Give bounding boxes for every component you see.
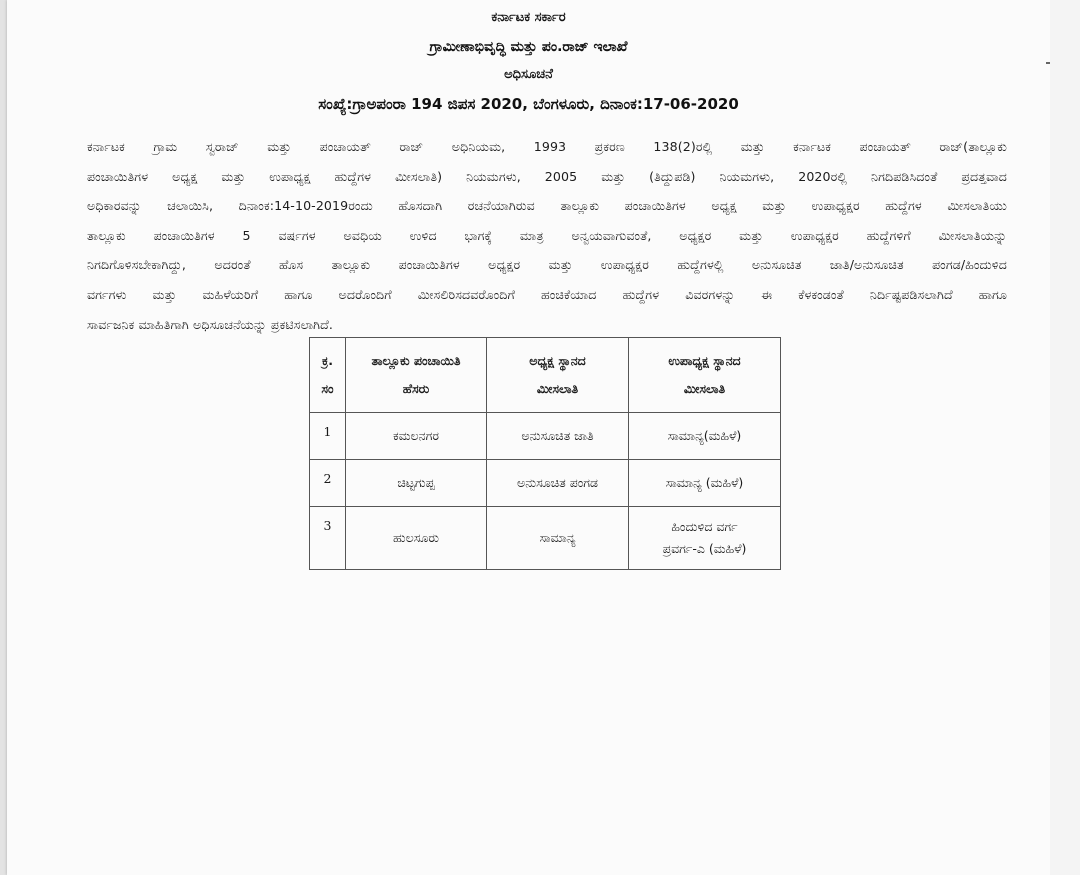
header-president-reservation: ಅಧ್ಯಕ್ಷ ಸ್ಥಾನದ ಮೀಸಲಾತಿ (487, 338, 629, 413)
notification-title: ಅಧಿಸೂಚನೆ (504, 67, 553, 82)
table-row (310, 413, 781, 460)
table-row (310, 507, 781, 570)
table-header-row (310, 338, 781, 413)
document-page (7, 0, 1050, 875)
cell-taluk-name: ಕಮಲನಗರ (346, 413, 487, 460)
cell-president-reservation: ಅನುಸೂಚಿತ ಪಂಗಡ (487, 460, 629, 507)
cell-serial-no: 3 (310, 507, 346, 570)
scroll-marker (1046, 62, 1050, 64)
cell-serial-no: 2 (310, 460, 346, 507)
body-line: ಪಂಚಾಯಿತಿಗಳ ಅಧ್ಯಕ್ಷ ಮತ್ತು ಉಪಾಧ್ಯಕ್ಷ ಹುದ್ದೆಗಳ ಮೀಸಲಾತಿ) ನಿಯಮಗಳು, 2005 ಮತ್ತು (ತಿದ್ದುಪಡಿ) ನಿಯಮಗಳು, 2020ರಲ್ಲಿ ನಿಗದಿಪಡಿಸಿದಂತೆ ಪ್ರದತ್ತವಾದ (87, 168, 1007, 184)
cell-president-reservation: ಸಾಮಾನ್ಯ (487, 507, 629, 570)
notification-reference: ಸಂಖ್ಯೆ:ಗ್ರಾಅಪಂರಾ 194 ಜಿಪಸ 2020, ಬೆಂಗಳೂರು, ದಿನಾಂಕ:17-06-2020 (318, 95, 739, 113)
cell-vice-president-reservation: ಸಾಮಾನ್ಯ(ಮಹಿಳೆ) (629, 413, 781, 460)
body-line: ಕರ್ನಾಟಕ ಗ್ರಾಮ ಸ್ವರಾಜ್ ಮತ್ತು ಪಂಚಾಯತ್ ರಾಜ್ ಅಧಿನಿಯಮ, 1993 ಪ್ರಕರಣ 138(2)ರಲ್ಲಿ ಮತ್ತು ಕರ್ನಾಟಕ ಪಂಚಾಯತ್ ರಾಜ್(ತಾಲ್ಲೂಕು (87, 139, 1007, 154)
body-line: ವರ್ಗಗಳು ಮತ್ತು ಮಹಿಳೆಯರಿಗೆ ಹಾಗೂ ಅದರೊಂದಿಗೆ ಮೀಸಲಿರಿಸದವರೊಂದಿಗೆ ಹಂಚಿಕೆಯಾದ ಹುದ್ದೆಗಳ ವಿವರಗಳನ್ನು ಈ ಕೆಳಕಂಡಂತೆ ನಿರ್ದಿಷ್ಟಪಡಿಸಲಾಗಿದೆ ಹಾಗೂ (87, 286, 1007, 302)
cell-vice-president-reservation: ಹಿಂದುಳಿದ ವರ್ಗ ಪ್ರವರ್ಗ-ಎ (ಮಹಿಳೆ) (629, 507, 781, 570)
reservation-table (309, 337, 781, 570)
notification-body (87, 132, 1007, 339)
header-taluk-name: ತಾಲ್ಲೂಕು ಪಂಚಾಯಿತಿ ಹೆಸರು (346, 338, 487, 413)
cell-vice-president-reservation: ಸಾಮಾನ್ಯ (ಮಹಿಳೆ) (629, 460, 781, 507)
body-line: ಸಾರ್ವಜನಿಕ ಮಾಹಿತಿಗಾಗಿ ಅಧಿಸೂಚನೆಯನ್ನು ಪ್ರಕಟಿಸಲಾಗಿದೆ. (87, 316, 333, 332)
table-row (310, 460, 781, 507)
government-name: ಕರ್ನಾಟಕ ಸರ್ಕಾರ (491, 10, 566, 25)
body-line: ಅಧಿಕಾರವನ್ನು ಚಲಾಯಿಸಿ, ದಿನಾಂಕ:14-10-2019ರಂದು ಹೊಸದಾಗಿ ರಚನೆಯಾಗಿರುವ ತಾಲ್ಲೂಕು ಪಂಚಾಯಿತಿಗಳ ಅಧ್ಯಕ್ಷ ಮತ್ತು ಉಪಾಧ್ಯಕ್ಷರ ಹುದ್ದೆಗಳ ಮೀಸಲಾತಿಯು (87, 198, 1007, 214)
header-vice-president-reservation: ಉಪಾಧ್ಯಕ್ಷ ಸ್ಥಾನದ ಮೀಸಲಾತಿ (629, 338, 781, 413)
cell-serial-no: 1 (310, 413, 346, 460)
department-name: ಗ್ರಾಮೀಣಾಭಿವೃದ್ಧಿ ಮತ್ತು ಪಂ.ರಾಜ್ ಇಲಾಖೆ (429, 39, 628, 55)
header-serial-no: ಕ್ರ. ಸಂ (310, 338, 346, 413)
cell-president-reservation: ಅನುಸೂಚಿತ ಜಾತಿ (487, 413, 629, 460)
cell-taluk-name: ಚಿಟ್ಟಗುಪ್ಪ (346, 460, 487, 507)
body-line: ನಿಗದಿಗೊಳಿಸಬೇಕಾಗಿದ್ದು, ಅದರಂತೆ ಹೊಸ ತಾಲ್ಲೂಕು ಪಂಚಾಯಿತಿಗಳ ಅಧ್ಯಕ್ಷರ ಮತ್ತು ಉಪಾಧ್ಯಕ್ಷರ ಹುದ್ದೆಗಳಲ್ಲಿ ಅನುಸೂಚಿತ ಜಾತಿ/ಅನುಸೂಚಿತ ಪಂಗಡ/ಹಿಂದುಳಿದ (87, 257, 1007, 273)
cell-taluk-name: ಹುಲಸೂರು (346, 507, 487, 570)
viewer-background (1050, 0, 1080, 875)
body-line: ತಾಲ್ಲೂಕು ಪಂಚಾಯಿತಿಗಳ 5 ವರ್ಷಗಳ ಅವಧಿಯ ಉಳಿದ ಭಾಗಕ್ಕೆ ಮಾತ್ರ ಅನ್ವಯವಾಗುವಂತೆ, ಅಧ್ಯಕ್ಷರ ಮತ್ತು ಉಪಾಧ್ಯಕ್ಷರ ಹುದ್ದೆಗಳಿಗೆ ಮೀಸಲಾತಿಯನ್ನು (87, 227, 1007, 243)
